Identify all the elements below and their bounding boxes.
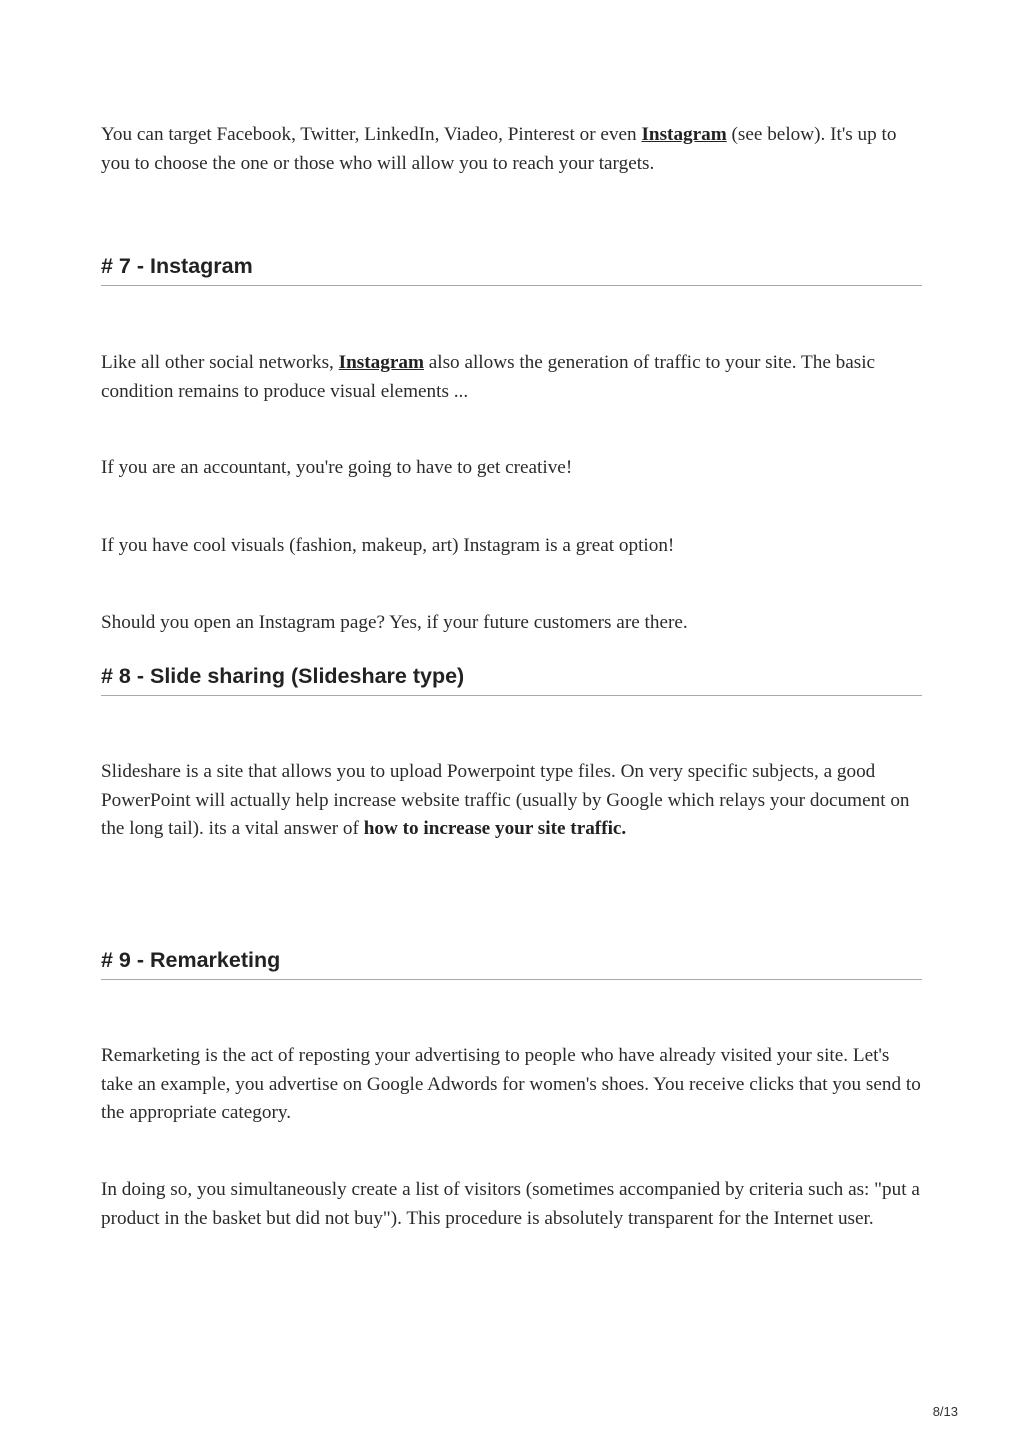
instagram-link[interactable]: Instagram [338, 352, 424, 373]
heading-instagram: # 7 - Instagram [101, 253, 922, 286]
paragraph-text: Slideshare is a site that allows you to upload Powerpoint type files. On very specific subjects, a good PowerPoint will actually help increase website traffic (usually by Google which relays your document on the long tail). its a vital answer of [101, 761, 910, 839]
heading-remarketing: # 9 - Remarketing [101, 947, 922, 980]
paragraph-instagram-traffic [101, 349, 923, 406]
paragraph-social-targets [101, 121, 923, 178]
bold-phrase: how to increase your site traffic. [363, 818, 627, 839]
page-number: 8/13 [932, 1404, 958, 1419]
paragraph-text: (see below). It's up to you to choose the one or those who will allow you to reach your targets. [101, 124, 897, 174]
paragraph-visitor-list: In doing so, you simultaneously create a list of visitors (sometimes accompanied by criteria such as: "put a product in the basket but did not buy"). This procedure is absolutely transparent for the Internet user. [101, 1179, 920, 1229]
paragraph-text: You can target Facebook, Twitter, LinkedIn, Viadeo, Pinterest or even [101, 124, 642, 145]
paragraph-text: Like all other social networks, [101, 352, 339, 373]
paragraph-slideshare [101, 758, 923, 844]
paragraph-remarketing-definition: Remarketing is the act of reposting your advertising to people who have already visited your site. Let's take an example, you advertise on Google Adwords for women's shoes. You receive clicks that you send to the appropriate category. [101, 1045, 921, 1123]
heading-slide-sharing: # 8 - Slide sharing (Slideshare type) [101, 663, 922, 696]
paragraph-instagram-page: Should you open an Instagram page? Yes, if your future customers are there. [101, 612, 688, 633]
paragraph-cool-visuals: If you have cool visuals (fashion, makeup, art) Instagram is a great option! [101, 535, 675, 556]
instagram-link[interactable]: Instagram [641, 124, 727, 145]
paragraph-text: also allows the generation of traffic to your site. The basic condition remains to produce visual elements ... [101, 352, 876, 402]
paragraph-accountant: If you are an accountant, you're going to have to get creative! [101, 457, 573, 478]
